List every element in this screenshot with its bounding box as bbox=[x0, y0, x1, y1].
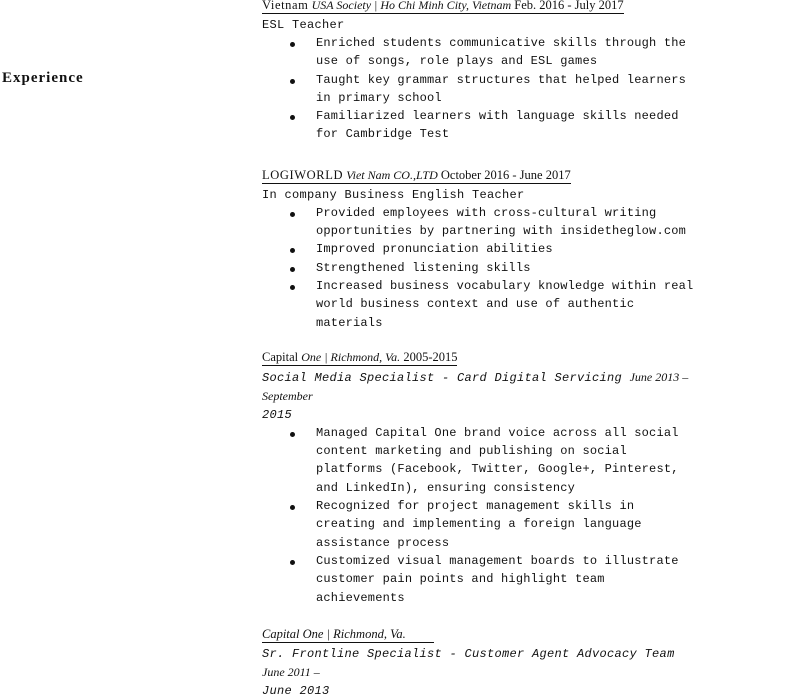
job-usa-society bbox=[262, 0, 702, 144]
job-org: Vietnam bbox=[262, 0, 309, 12]
job-company-detail: Viet Nam CO.,LTD bbox=[346, 167, 438, 182]
job-role bbox=[262, 645, 702, 700]
job-heading bbox=[262, 167, 571, 184]
job-role-title: Social Media Specialist - Card Digital Servicing bbox=[262, 370, 623, 385]
job-org: Capital bbox=[262, 349, 299, 364]
experience-column bbox=[262, 0, 702, 700]
job-heading bbox=[262, 0, 624, 14]
bullet-item: Managed Capital One brand voice across all social content marketing and publishing on social platforms (Facebook, Twitter, Google+, Pinterest, and LinkedIn), ensuring consistency bbox=[316, 424, 696, 497]
job-location: USA Society | Ho Chi Minh City, Vietnam bbox=[311, 0, 512, 12]
job-capital-one-frontline bbox=[262, 625, 702, 700]
job-role bbox=[262, 368, 702, 424]
job-bullets bbox=[262, 204, 702, 332]
job-logiworld bbox=[262, 166, 702, 332]
job-role: ESL Teacher bbox=[262, 18, 345, 32]
job-role-dates: June 2013 – September bbox=[262, 369, 689, 403]
job-capital-one bbox=[262, 348, 702, 607]
bullet-item: Customized visual management boards to illustrate customer pain points and highlight team achievements bbox=[316, 552, 696, 607]
job-role-dates: June 2011 – bbox=[262, 664, 320, 679]
bullet-item: Strengthened listening skills bbox=[316, 259, 696, 277]
job-location: One | Richmond, Va. bbox=[301, 349, 401, 364]
job-heading bbox=[262, 349, 457, 366]
job-heading: Capital One | Richmond, Va. bbox=[262, 626, 434, 643]
job-role: In company Business English Teacher bbox=[262, 187, 525, 202]
job-dates: Feb. 2016 - July 2017 bbox=[514, 0, 624, 12]
bullet-item: Familiarized learners with language skills needed for Cambridge Test bbox=[316, 107, 696, 144]
job-bullets bbox=[262, 34, 702, 144]
bullet-item: Enriched students communicative skills through the use of songs, role plays and ESL games bbox=[316, 34, 696, 71]
job-dates: October 2016 - June 2017 bbox=[440, 167, 571, 182]
bullet-item: Recognized for project management skills in creating and implementing a foreign language assistance process bbox=[316, 497, 696, 552]
job-role-dates-end: June 2013 bbox=[262, 683, 330, 698]
job-dates: 2005-2015 bbox=[403, 349, 458, 364]
bullet-item: Improved pronunciation abilities bbox=[316, 240, 696, 258]
job-role-title: Sr. Frontline Specialist - Customer Agent Advocacy Team bbox=[262, 646, 675, 661]
bullet-item: Increased business vocabulary knowledge within real world business context and use of authentic materials bbox=[316, 277, 696, 332]
job-bullets bbox=[262, 424, 702, 607]
bullet-item: Taught key grammar structures that helped learners in primary school bbox=[316, 71, 696, 108]
job-role-dates-end: 2015 bbox=[262, 407, 293, 422]
bullet-item: Provided employees with cross-cultural writing opportunities by partnering with insidetheglow.com bbox=[316, 204, 696, 241]
section-title-experience: Experience bbox=[2, 70, 84, 86]
job-org: LOGIWORLD bbox=[262, 167, 344, 182]
